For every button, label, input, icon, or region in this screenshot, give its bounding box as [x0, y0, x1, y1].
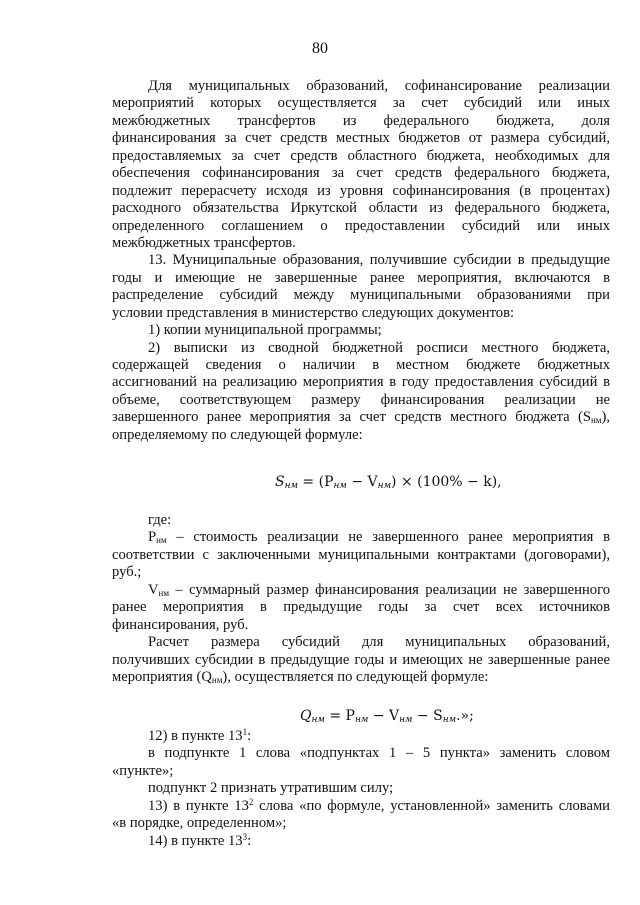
formula-part: .»; [456, 708, 474, 724]
formula-part: = P [324, 708, 355, 724]
paragraph-line: распределение субсидий между муниципальными образованиями при [112, 287, 610, 304]
formula-q-nm [300, 708, 474, 724]
paragraph-line: Расчет размера субсидий для муниципальных образований, [148, 634, 610, 651]
paragraph-line: объеме, соответствующем размеру финансирования реализации не [112, 391, 610, 408]
formula-subscript: нм [377, 481, 392, 491]
paragraph-line: финансирования за счет средств местных бюджетов от размера субсидий, [112, 130, 610, 147]
paragraph-line [112, 669, 610, 686]
document-body [112, 78, 610, 444]
paragraph-line: межбюджетных трансфертов. [112, 234, 296, 251]
amendment-item-12 [112, 728, 610, 745]
amendment-text: : [247, 832, 252, 849]
paragraph-line: подпункт 2 признать утратившим силу; [148, 780, 394, 797]
paragraph-line: ассигнований на реализацию мероприятия в году предоставления субсидий в [112, 374, 610, 391]
paragraph-line: 13. Муниципальные образования, получившие субсидии в предыдущие [148, 252, 610, 269]
paragraph-text: ), осуществляется по следующей формуле: [222, 668, 489, 685]
paragraph-line: «в порядке, определенном»; [112, 815, 287, 832]
superscript: 3 [242, 831, 248, 842]
formula-subscript: нм [399, 715, 413, 725]
page-number: 80 [312, 40, 328, 57]
amendments [112, 728, 610, 850]
definitions [112, 512, 610, 686]
definition-text: – суммарный размер финансирования реализации не завершенного [169, 581, 610, 598]
formula-subscript: нм [284, 481, 298, 491]
superscript: 2 [248, 796, 254, 807]
formula-subscript: нм [311, 715, 325, 725]
paragraph-line: ранее мероприятия в предыдущие годы за счет всех источников [112, 599, 610, 616]
paragraph-text: ), [601, 409, 610, 426]
subscript: нм [158, 587, 170, 598]
where-label: где: [148, 512, 172, 528]
paragraph-line: финансирования, руб. [112, 616, 249, 633]
paragraph-line: содержащей сведения о наличии в местном бюджете бюджетных [112, 357, 610, 373]
paragraph-line: руб.; [112, 564, 142, 581]
formula-s-nm [275, 474, 502, 490]
paragraph-line: межбюджетных трансфертов из федерального бюджета, доля [112, 112, 610, 129]
symbol: V [148, 581, 159, 598]
paragraph-line: мероприятий которых осуществляется за счет субсидий или иных [112, 95, 610, 112]
formula-part: − S [412, 708, 443, 724]
paragraph-line: обеспечения софинансирования за счет средств федерального бюджета, [112, 165, 610, 182]
amendment-text: слова «по формуле, установленной» заменить словами [253, 797, 610, 814]
paragraph-line: 2) выписки из сводной бюджетной росписи местного бюджета, [148, 339, 610, 356]
paragraph-line: определяемому по следующей формуле: [112, 426, 363, 443]
superscript: 1 [242, 727, 248, 737]
definition-text: – стоимость реализации не завершенного ранее мероприятия в [166, 529, 610, 546]
paragraph-line: «пункте»; [112, 762, 174, 779]
formula-part: = (P [297, 474, 334, 490]
formula-subscript: нм [442, 715, 457, 725]
paragraph-line [112, 409, 610, 426]
paragraph-line: определенного соглашением о предоставлении субсидий или иных [112, 217, 610, 234]
paragraph-text: мероприятия (Q [112, 668, 212, 685]
paragraph-line: 1) копии муниципальной программы; [148, 322, 382, 339]
paragraph-text: завершенного ранее мероприятия за счет средств местного бюджета (S [112, 409, 591, 426]
paragraph-line: получивших субсидии в предыдущие годы и имеющих не завершенные ранее [112, 651, 610, 668]
paragraph-line: предоставляемых за счет средств областного бюджета, необходимых для [112, 147, 610, 164]
amendment-text: 14) в пункте 13 [148, 832, 243, 849]
paragraph-line: подлежит перерасчету исходя из уровня софинансирования (в процентах) [112, 182, 610, 199]
paragraph-line: в подпункте 1 слова «подпунктах 1 – 5 пункта» заменить словом [148, 745, 610, 762]
formula-subscript: нм [333, 481, 347, 491]
definition-v [112, 582, 610, 599]
formula-subscript: нм [354, 715, 369, 725]
subscript: нм [590, 415, 602, 426]
amendment-text: 12) в пункте 13 [148, 728, 243, 744]
amendment-text: 13) в пункте 13 [148, 797, 249, 814]
paragraph-line: годы и имеющие не завершенные ранее мероприятия, включаются в [112, 269, 610, 286]
subscript: нм [211, 674, 223, 685]
paragraph-line: Для муниципальных образований, софинансирование реализации [148, 78, 610, 94]
formula-part: S [275, 474, 285, 490]
amendment-text: : [247, 728, 252, 744]
symbol: P [148, 529, 157, 546]
formula-part: − V [368, 708, 400, 724]
paragraph-line: условии представления в министерство следующих документов: [112, 304, 515, 321]
amendment-item-13 [112, 798, 610, 815]
formula-part: ) × (100% − k), [391, 474, 502, 490]
formula-part: Q [300, 708, 312, 724]
subscript: нм [156, 535, 167, 546]
formula-part: − V [346, 474, 378, 490]
definition-p [112, 529, 610, 546]
amendment-item-14 [112, 833, 610, 850]
paragraph-line: расходного обязательства Иркутской области из федерального бюджета, [112, 200, 610, 217]
paragraph-line: соответствии с заключенными муниципальными контрактами (договорами), [112, 546, 610, 563]
